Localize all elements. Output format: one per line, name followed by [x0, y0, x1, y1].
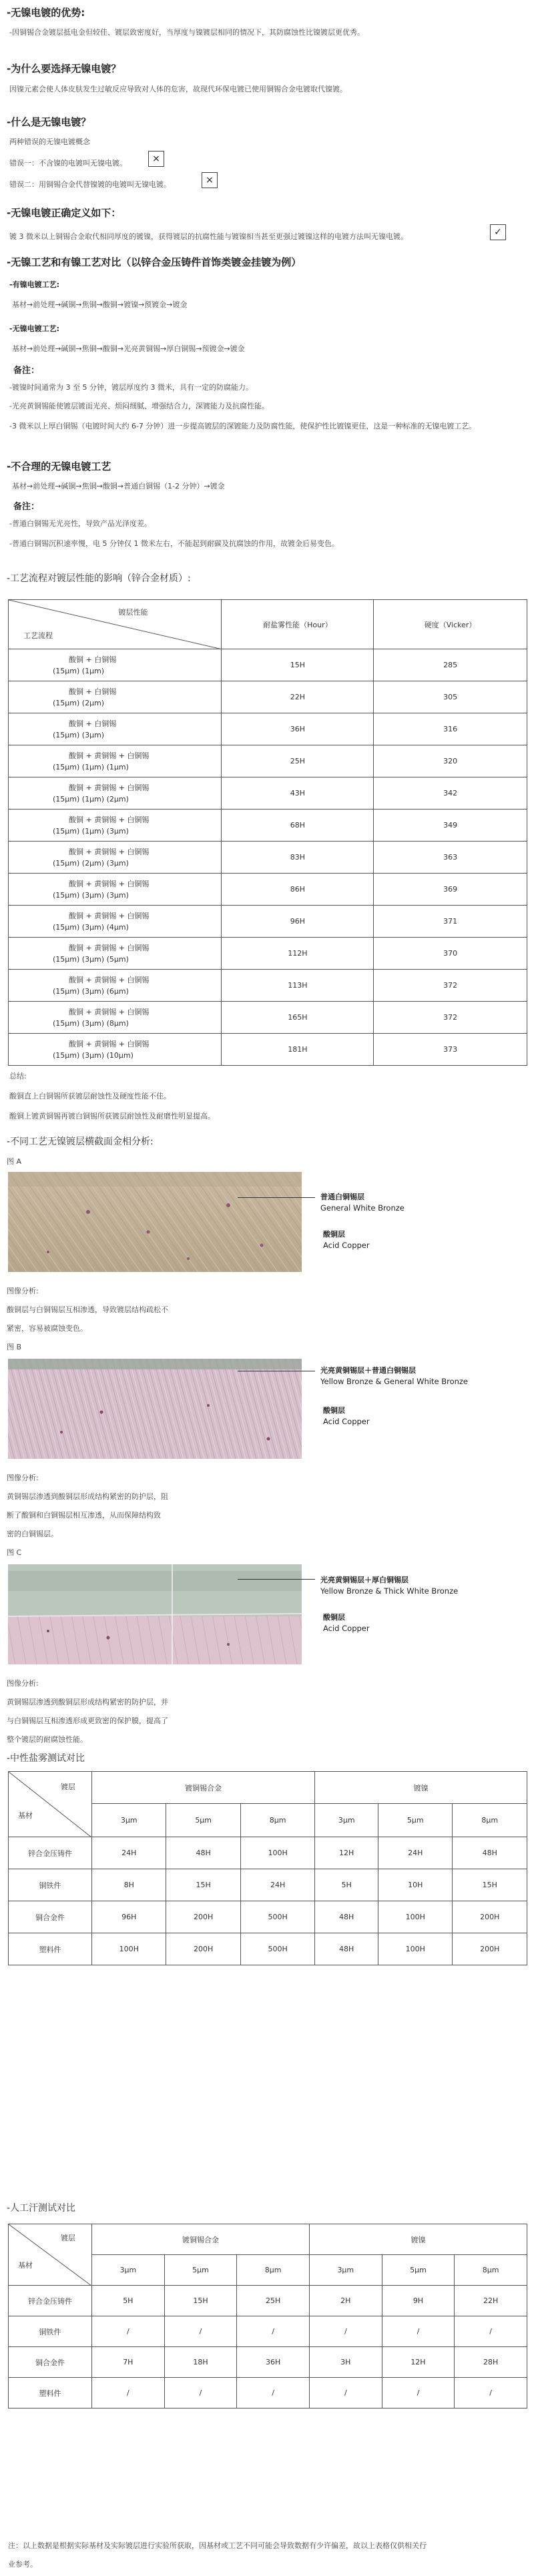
- process-steps: 酸铜 + 黄铜锡 + 白铜锡: [69, 1007, 150, 1016]
- hardness-value: 320: [374, 745, 527, 777]
- hardness-value: 342: [374, 777, 527, 810]
- process-steps: 酸铜 + 白铜锡: [69, 719, 117, 728]
- diagonal-header-cell: [9, 1772, 92, 1837]
- improper-heading: -不合理的无镍电镀工艺: [7, 460, 111, 472]
- result-cell: 22H: [455, 2286, 527, 2316]
- hardness-value: 372: [374, 1002, 527, 1034]
- result-cell: 100H: [240, 1837, 314, 1869]
- table-row: [9, 906, 527, 938]
- salt-spray-value: 36H: [222, 713, 374, 745]
- hardness-value: 371: [374, 906, 527, 938]
- table-row: [9, 1837, 527, 1869]
- salt-spray-value: 68H: [222, 810, 374, 842]
- what-heading: -什么是无镍电镀？: [7, 116, 91, 128]
- figure-c-label: 图 C: [7, 1548, 22, 1557]
- summary-line: 酸铜直上白铜锡所获镀层耐蚀性及硬度性能不佳。: [9, 1092, 171, 1100]
- diagonal-header-cell: [9, 600, 222, 649]
- label-pointer-line: [238, 1579, 315, 1580]
- why-heading: -为什么要选择无镍电镀？: [7, 63, 121, 75]
- wrong-two-text: 错误二：用铜锡合金代替镍镀的电镀叫无镍电镀。: [9, 180, 171, 189]
- nickel-group-header: 镀镍: [315, 1772, 527, 1804]
- process-thickness: (15μm) (3μm) (6μm): [53, 986, 129, 996]
- table-row: [9, 1869, 527, 1901]
- table-row: [9, 842, 527, 874]
- result-cell: 48H: [453, 1837, 527, 1869]
- table-row: [9, 713, 527, 745]
- summary-line: 酸铜上镀黄铜锡再镀白铜锡所获镀层耐蚀性及耐磨性明显提高。: [9, 1112, 215, 1120]
- table-row: [9, 2316, 527, 2347]
- note-line: -镀镍时间通常为 3 至 5 分钟，镀层厚度约 3 微米，具有一定的防腐能力。: [9, 383, 253, 392]
- figure-c-analysis-line: 与白铜锡层互相渗透形成更致密的保护膜，提高了: [7, 1716, 168, 1725]
- table-row: [9, 649, 527, 681]
- result-cell: 5H: [92, 2286, 165, 2316]
- process-cell: [9, 745, 222, 777]
- result-cell: 48H: [315, 1933, 378, 1965]
- result-cell: 500H: [240, 1901, 314, 1933]
- figure-a-micrograph-image: [8, 1172, 302, 1272]
- process-cell: [9, 713, 222, 745]
- result-cell: /: [455, 2378, 527, 2408]
- result-cell: /: [309, 2378, 382, 2408]
- result-cell: 96H: [92, 1901, 166, 1933]
- substrate-cell: 铜铁件: [9, 2316, 92, 2347]
- result-cell: 8H: [92, 1869, 166, 1901]
- result-cell: 12H: [315, 1837, 378, 1869]
- wrong-mark-icon: ×: [202, 172, 218, 188]
- note-label: 备注：: [13, 366, 40, 376]
- salt-spray-table-title: -中性盐雾测试对比: [7, 1753, 85, 1764]
- figure-b-label: 图 B: [7, 1343, 22, 1351]
- figure-a-label: 图 A: [7, 1157, 22, 1166]
- figure-a-micrograph: [8, 1172, 302, 1272]
- thickness-cell: 5μm: [166, 1804, 240, 1837]
- result-cell: /: [455, 2316, 527, 2347]
- thickness-cell: 3μm: [92, 2255, 165, 2286]
- table-row: [9, 681, 527, 713]
- process-table-title: -工艺流程对镀层性能的影响（锌合金材质）:: [7, 573, 191, 584]
- header-top-label: 镀层性能: [118, 608, 148, 617]
- process-cell: [9, 906, 222, 938]
- hardness-value: 363: [374, 842, 527, 874]
- substrate-cell: 锌合金压铸件: [9, 1837, 92, 1869]
- result-cell: 48H: [166, 1837, 240, 1869]
- hardness-value: 316: [374, 713, 527, 745]
- diagonal-line: [9, 2224, 91, 2286]
- table-row: [9, 2286, 527, 2316]
- thickness-cell: 5μm: [164, 2255, 237, 2286]
- result-cell: 200H: [166, 1901, 240, 1933]
- salt-spray-table: [8, 1771, 527, 1965]
- process-thickness: (15μm) (3μm) (10μm): [53, 1050, 134, 1060]
- process-thickness: (15μm) (1μm) (1μm): [53, 762, 129, 771]
- note-line: -3 微米以上厚白铜锡（电镀时间大约 6-7 分钟）进一步提高镀层的深镀能力及防腐性能，使保护性比镀镍更佳，这是一种标准的无镍电镀工艺。: [9, 422, 477, 430]
- thickness-cell: 3μm: [92, 1804, 166, 1837]
- definition-text: 镀 3 微米以上铜锡合金取代相同厚度的镀镍，获得镀层的抗腐性能与镀镍相当甚至更强过镀镍这样的电镀方法叫无镍电镀。: [9, 232, 408, 241]
- thickness-cell: 8μm: [453, 1804, 527, 1837]
- process-thickness: (15μm) (1μm) (2μm): [53, 794, 129, 803]
- process-steps: 酸铜 + 黄铜锡 + 白铜锡: [69, 975, 150, 984]
- process-cell: [9, 777, 222, 810]
- comparison-heading: -无镍工艺和有镍工艺对比（以锌合金压铸件首饰类镀金挂镀为例）: [7, 256, 302, 268]
- hardness-value: 373: [374, 1034, 527, 1066]
- table-row: [9, 2347, 527, 2378]
- process-steps: 酸铜 + 黄铜锡 + 白铜锡: [69, 847, 150, 856]
- thickness-cell: 5μm: [382, 2255, 455, 2286]
- improper-flow: 基材→前处理→碱铜→焦铜→酸铜→普通白铜锡（1-2 分钟）→镀金: [12, 482, 225, 491]
- salt-spray-value: 25H: [222, 745, 374, 777]
- salt-spray-value: 112H: [222, 938, 374, 970]
- process-cell: [9, 970, 222, 1002]
- process-thickness: (15μm) (3μm) (4μm): [53, 922, 129, 932]
- nickel-process-flow: 基材→前处理→碱铜→焦铜→酸铜→镀镍→预镀金→镀金: [12, 300, 188, 309]
- salt-spray-value: 15H: [222, 649, 374, 681]
- note-line: -普通白铜锡沉积速率慢，电 5 分钟仅 1 微米左右，不能起到耐碳及抗腐蚀的作用，故镀金后易变色。: [9, 539, 339, 548]
- nickel-free-process-label: -无镍电镀工艺:: [9, 324, 59, 333]
- process-steps: 酸铜 + 黄铜锡 + 白铜锡: [69, 911, 150, 920]
- result-cell: 200H: [166, 1933, 240, 1965]
- copper-tin-group-header: 镀铜锡合金: [92, 1772, 315, 1804]
- hardness-value: 372: [374, 970, 527, 1002]
- header-bottom-label: 基材: [18, 2261, 33, 2270]
- result-cell: 25H: [237, 2286, 310, 2316]
- result-cell: /: [164, 2316, 237, 2347]
- figure-b-analysis-line: 密的白铜锡层。: [7, 1530, 58, 1538]
- result-cell: 15H: [164, 2286, 237, 2316]
- substrate-cell: 塑料件: [9, 1933, 92, 1965]
- result-cell: 2H: [309, 2286, 382, 2316]
- result-cell: 9H: [382, 2286, 455, 2316]
- note-line: -光亮黄铜锡能使镀层镀面光亮、烦闷细腻、增强结合力，深镀能力及抗腐性能。: [9, 402, 269, 410]
- figure-a-analysis-line: 酸铜层与白铜锡层互相渗透，导致镀层结构疏松不: [7, 1305, 168, 1314]
- table-row: [9, 810, 527, 842]
- table-row: [9, 1034, 527, 1066]
- figure-a-bottom-label: 酸铜层 Acid Copper: [323, 1230, 370, 1250]
- result-cell: 200H: [453, 1901, 527, 1933]
- note-label: 备注：: [13, 502, 40, 512]
- thickness-cell: 8μm: [240, 1804, 314, 1837]
- process-thickness: (15μm) (3μm) (3μm): [53, 890, 129, 900]
- result-cell: /: [382, 2316, 455, 2347]
- figure-a-top-label: 普通白铜锡层 General White Bronze: [320, 1193, 405, 1213]
- result-cell: 10H: [378, 1869, 453, 1901]
- result-cell: 15H: [166, 1869, 240, 1901]
- result-cell: /: [309, 2316, 382, 2347]
- process-thickness: (15μm) (2μm) (3μm): [53, 858, 129, 868]
- salt-spray-value: 86H: [222, 874, 374, 906]
- process-cell: [9, 874, 222, 906]
- result-cell: /: [237, 2378, 310, 2408]
- result-cell: 100H: [378, 1901, 453, 1933]
- result-cell: 48H: [315, 1901, 378, 1933]
- definition-heading: -无镍电镀正确定义如下：: [7, 207, 121, 219]
- table-footnote: 业参考。: [8, 2560, 37, 2569]
- process-cell: [9, 649, 222, 681]
- thickness-cell: 8μm: [237, 2255, 310, 2286]
- result-cell: 24H: [240, 1869, 314, 1901]
- result-cell: 12H: [382, 2347, 455, 2378]
- salt-spray-value: 181H: [222, 1034, 374, 1066]
- figure-b-micrograph-image: [8, 1359, 302, 1459]
- nickel-group-header: 镀镍: [309, 2224, 527, 2255]
- table-header-row: [9, 600, 527, 649]
- process-steps: 酸铜 + 黄铜锡 + 白铜锡: [69, 943, 150, 952]
- why-text: 因镍元素会使人体皮肤发生过敏反应导致对人体的危害，故现代环保电镀已使用铜锡合金电镀取代镍镀。: [9, 85, 347, 93]
- table-header-row: [9, 1772, 527, 1804]
- result-cell: 5H: [315, 1869, 378, 1901]
- process-thickness: (15μm) (2μm): [53, 698, 105, 707]
- figure-c-analysis-label: 图像分析:: [7, 1679, 39, 1688]
- table-footnote: 注：以上数据是根据实际基材及实际镀层进行实验所获取，因基材或工艺不同可能会导致数据有少许偏差，故以上表格仅供相关行: [8, 2541, 427, 2550]
- thickness-cell: 5μm: [378, 1804, 453, 1837]
- figure-c-analysis-line: 整个镀层的耐腐蚀性能。: [7, 1735, 87, 1744]
- process-steps: 酸铜 + 黄铜锡 + 白铜锡: [69, 783, 150, 792]
- figure-c-bottom-label: 酸铜层 Acid Copper: [323, 1613, 370, 1633]
- process-steps: 酸铜 + 黄铜锡 + 白铜锡: [69, 815, 150, 824]
- salt-spray-value: 83H: [222, 842, 374, 874]
- salt-spray-value: 113H: [222, 970, 374, 1002]
- sweat-test-table-title: -人工汗测试对比: [7, 2203, 76, 2214]
- process-cell: [9, 1002, 222, 1034]
- header-bottom-label: 工艺流程: [23, 631, 53, 640]
- copper-tin-group-header: 镀铜锡合金: [92, 2224, 310, 2255]
- figure-a-analysis-label: 图像分析:: [7, 1287, 39, 1295]
- process-steps: 酸铜 + 黄铜锡 + 白铜锡: [69, 1039, 150, 1048]
- wrong-one-text: 错误一：不含镍的电镀叫无镍电镀。: [9, 159, 127, 168]
- result-cell: 24H: [378, 1837, 453, 1869]
- result-cell: 100H: [378, 1933, 453, 1965]
- hardness-header: 硬度（Vicker）: [374, 600, 527, 649]
- table-row: [9, 1002, 527, 1034]
- process-thickness: (15μm) (3μm) (8μm): [53, 1018, 129, 1028]
- advantages-text: -因铜锡合金镀层抵电金但较佳、镀层致密度好，当厚度与镍镀层相同的情况下，其防腐蚀性比镍镀层更优秀。: [9, 28, 364, 37]
- process-steps: 酸铜 + 黄铜锡 + 白铜锡: [69, 751, 150, 760]
- table-row: [9, 938, 527, 970]
- result-cell: /: [382, 2378, 455, 2408]
- salt-spray-value: 96H: [222, 906, 374, 938]
- result-cell: /: [92, 2378, 165, 2408]
- figure-c-analysis-line: 黄铜锡层渗透到酸铜层形成结构紧密的防护层，并: [7, 1698, 168, 1706]
- table-row: [9, 970, 527, 1002]
- thickness-cell: 3μm: [315, 1804, 378, 1837]
- result-cell: 200H: [453, 1933, 527, 1965]
- process-cell: [9, 938, 222, 970]
- micrograph-title: -不同工艺无镍镀层横截面金相分析:: [7, 1137, 154, 1147]
- figure-b-analysis-line: 断了酸铜和白铜锡层相互渗透，从而保障结构致: [7, 1511, 161, 1520]
- process-thickness: (15μm) (1μm): [53, 666, 105, 675]
- figure-b-top-label: 光亮黄铜锡层＋普通白铜锡层 Yellow Bronze & General White Bronze: [320, 1366, 469, 1386]
- summary-label: 总结:: [9, 1072, 27, 1080]
- header-top-label: 镀层: [61, 2234, 75, 2242]
- result-cell: 28H: [455, 2347, 527, 2378]
- result-cell: /: [164, 2378, 237, 2408]
- figure-b-analysis-label: 图像分析:: [7, 1474, 39, 1482]
- table-row: [9, 874, 527, 906]
- diagonal-header-cell: [9, 2224, 92, 2286]
- result-cell: 3H: [309, 2347, 382, 2378]
- substrate-cell: 铜合金件: [9, 1901, 92, 1933]
- salt-spray-value: 165H: [222, 1002, 374, 1034]
- table-row: [9, 2378, 527, 2408]
- table-header-row: [9, 2224, 527, 2255]
- wrong-mark-icon: ×: [148, 151, 164, 167]
- hardness-value: 285: [374, 649, 527, 681]
- hardness-value: 370: [374, 938, 527, 970]
- table-row: [9, 1933, 527, 1965]
- process-performance-table: [8, 599, 527, 1066]
- process-cell: [9, 681, 222, 713]
- hardness-value: 305: [374, 681, 527, 713]
- label-pointer-line: [238, 1197, 315, 1198]
- result-cell: 36H: [237, 2347, 310, 2378]
- nickel-free-process-flow: 基材→前处理→碱铜→焦铜→酸铜→光亮黄铜锡→厚白铜锡→预镀金→镀金: [12, 344, 245, 353]
- process-steps: 酸铜 + 黄铜锡 + 白铜锡: [69, 879, 150, 888]
- hardness-value: 349: [374, 810, 527, 842]
- note-line: -普通白铜锡无光亮性，导致产品光泽度差。: [9, 519, 152, 528]
- table-row: [9, 745, 527, 777]
- salt-spray-value: 43H: [222, 777, 374, 810]
- process-cell: [9, 1034, 222, 1066]
- diagonal-line: [9, 1772, 91, 1837]
- thickness-cell: 8μm: [455, 2255, 527, 2286]
- figure-b-micrograph: [8, 1359, 302, 1459]
- sweat-test-table: [8, 2224, 527, 2408]
- salt-spray-header: 耐盐雾性能（Hour）: [222, 600, 374, 649]
- result-cell: 7H: [92, 2347, 165, 2378]
- process-thickness: (15μm) (3μm): [53, 730, 105, 739]
- figure-b-bottom-label: 酸铜层 Acid Copper: [323, 1406, 370, 1426]
- result-cell: 24H: [92, 1837, 166, 1869]
- result-cell: 100H: [92, 1933, 166, 1965]
- substrate-cell: 铜铁件: [9, 1869, 92, 1901]
- header-top-label: 镀层: [61, 1783, 75, 1791]
- result-cell: /: [237, 2316, 310, 2347]
- figure-a-analysis-line: 紧密，容易被腐蚀变色。: [7, 1324, 87, 1333]
- advantages-heading: -无镍电镀的优势:: [7, 7, 85, 19]
- figure-b-analysis-line: 黄铜锡层渗透到酸铜层形成结构紧密的防护层，阻: [7, 1492, 168, 1501]
- diagonal-line: [9, 600, 222, 649]
- substrate-cell: 锌合金压铸件: [9, 2286, 92, 2316]
- process-thickness: (15μm) (1μm) (3μm): [53, 826, 129, 836]
- misconception-intro: 两种错误的无镍电镀概念: [9, 137, 90, 146]
- substrate-cell: 铜合金件: [9, 2347, 92, 2378]
- hardness-value: 369: [374, 874, 527, 906]
- process-thickness: (15μm) (3μm) (5μm): [53, 954, 129, 964]
- process-steps: 酸铜 + 白铜锡: [69, 687, 117, 696]
- table-row: [9, 777, 527, 810]
- result-cell: 500H: [240, 1933, 314, 1965]
- correct-mark-icon: ✓: [490, 224, 506, 240]
- figure-c-top-label: 光亮黄铜锡层＋厚白铜锡层 Yellow Bronze & Thick White Bronze: [320, 1576, 459, 1596]
- salt-spray-value: 22H: [222, 681, 374, 713]
- table-row: [9, 1901, 527, 1933]
- result-cell: 15H: [453, 1869, 527, 1901]
- header-bottom-label: 基材: [18, 1811, 33, 1820]
- process-cell: [9, 810, 222, 842]
- thickness-cell: 3μm: [309, 2255, 382, 2286]
- process-cell: [9, 842, 222, 874]
- nickel-process-label: -有镍电镀工艺:: [9, 280, 59, 289]
- substrate-cell: 塑料件: [9, 2378, 92, 2408]
- result-cell: /: [92, 2316, 165, 2347]
- result-cell: 18H: [164, 2347, 237, 2378]
- process-steps: 酸铜 + 白铜锡: [69, 655, 117, 664]
